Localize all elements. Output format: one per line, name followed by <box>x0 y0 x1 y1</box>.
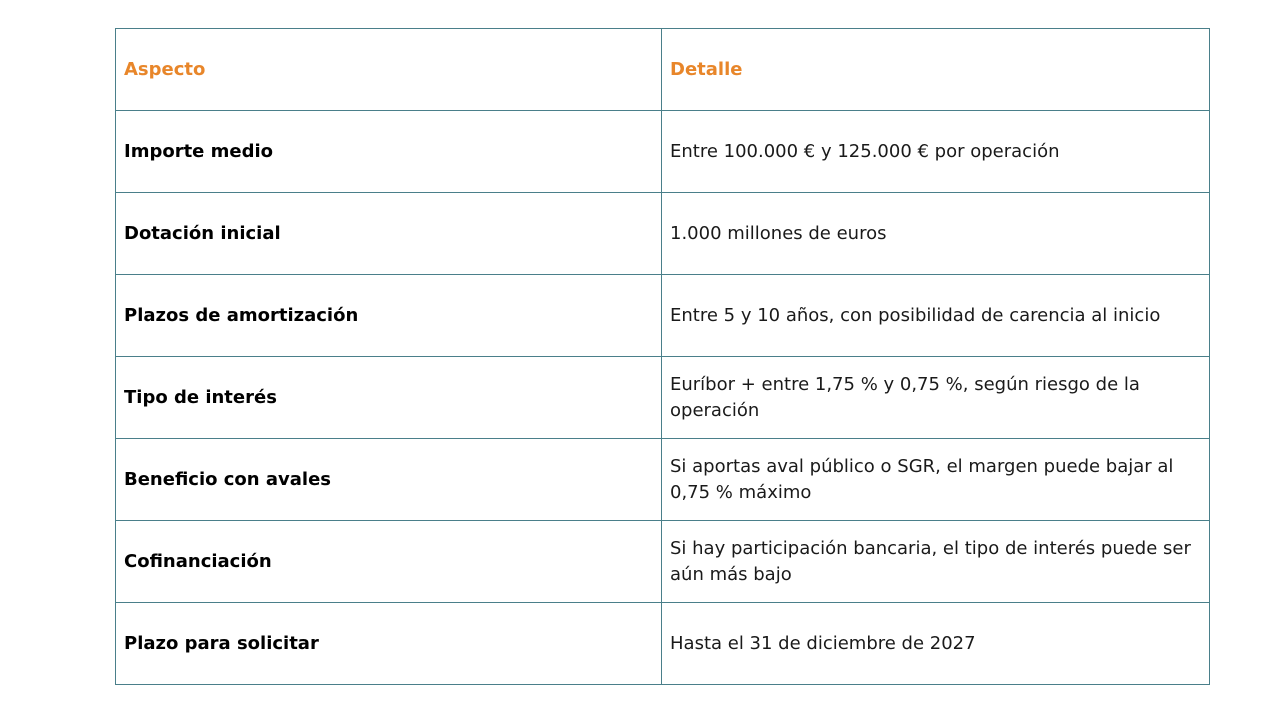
row-aspect: Cofinanciación <box>116 521 662 603</box>
row-aspect: Plazo para solicitar <box>116 603 662 685</box>
row-aspect: Importe medio <box>116 111 662 193</box>
info-table <box>115 28 1210 685</box>
row-detail: Entre 100.000 € y 125.000 € por operación <box>662 111 1210 193</box>
table-row <box>116 275 1210 357</box>
row-detail: Hasta el 31 de diciembre de 2027 <box>662 603 1210 685</box>
header-detail: Detalle <box>662 29 1210 111</box>
row-aspect: Plazos de amortización <box>116 275 662 357</box>
row-detail: 1.000 millones de euros <box>662 193 1210 275</box>
row-aspect: Dotación inicial <box>116 193 662 275</box>
table-row <box>116 111 1210 193</box>
table-row <box>116 439 1210 521</box>
table-row <box>116 521 1210 603</box>
table-header-row <box>116 29 1210 111</box>
row-detail: Euríbor + entre 1,75 % y 0,75 %, según riesgo de la operación <box>662 357 1210 439</box>
row-aspect: Beneficio con avales <box>116 439 662 521</box>
table-row <box>116 603 1210 685</box>
row-detail: Si hay participación bancaria, el tipo de interés puede ser aún más bajo <box>662 521 1210 603</box>
row-detail: Si aportas aval público o SGR, el margen puede bajar al 0,75 % máximo <box>662 439 1210 521</box>
table-row <box>116 357 1210 439</box>
info-table-container <box>115 28 1209 685</box>
table-row <box>116 193 1210 275</box>
row-detail: Entre 5 y 10 años, con posibilidad de carencia al inicio <box>662 275 1210 357</box>
row-aspect: Tipo de interés <box>116 357 662 439</box>
header-aspect: Aspecto <box>116 29 662 111</box>
